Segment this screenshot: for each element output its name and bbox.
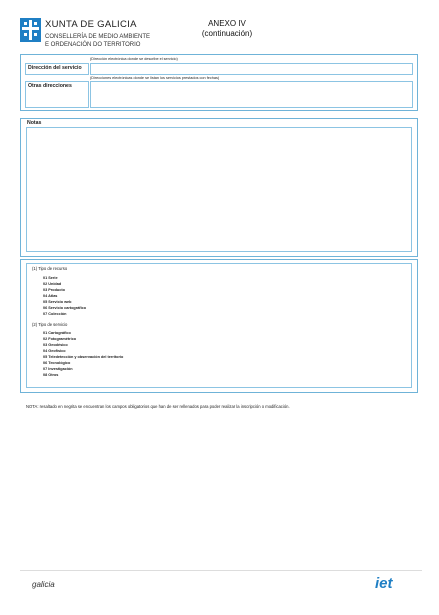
list-item: 07 Colección [43,312,67,316]
department-name [45,33,150,49]
list-item: 07 Investigación [43,367,73,371]
group2-list [43,330,123,378]
list-item: 02 Unidad [43,282,62,286]
direccion-hint: (Dirección electrónica donde se describe el servicio) [90,57,178,61]
org-name: XUNTA DE GALICIA [45,19,137,30]
annex-title-main: ANEXO IV [208,19,246,28]
galicia-logo: galicia [32,580,55,589]
group1-list [43,275,86,317]
annex-subtitle: (continuación) [201,28,253,38]
list-item: 03 Producto [43,288,65,292]
department-line-2: E ORDENACIÓN DO TERRITORIO [45,42,141,48]
otras-field[interactable] [90,81,413,108]
xunta-logo-icon [20,18,41,42]
list-item: 04 Geofísico [43,349,66,353]
list-item: 02 Fotogramétrico [43,337,77,341]
notas-label: Notas [27,120,42,126]
notas-field[interactable] [26,127,412,252]
nota-text: NOTA: resaltado en negrita se encuentran los campos obligatorios que han de ser rellenados para poder realizar la inscripción o modificación. [26,404,290,409]
department-line-1: CONSELLERÍA DE MEDIO AMBIENTE [45,34,151,40]
list-item: 04 Atlas [43,294,58,298]
list-item: 06 Tecnológico [43,361,71,365]
annex-title [197,19,257,38]
group1-title: (1) Tipo de recurso [32,266,68,271]
list-item: 08 Otros [43,373,59,377]
direccion-label: Dirección del servicio [28,65,82,71]
list-item: 05 Servicio web [43,300,72,304]
footer-divider [20,570,422,571]
list-item: 01 Cartográfico [43,331,71,335]
iet-logo: iet [375,575,393,592]
otras-hint: (Direcciones electrónicas donde se listan los servicios prestados con fechas) [90,76,220,80]
otras-label: Otras direcciones [28,83,72,89]
list-item: 05 Teledetección y observación del territorio [43,355,124,359]
list-item: 01 Serie [43,276,58,280]
list-item: 03 Geodésico [43,343,68,347]
group2-title: (2) Tipo de servicio [32,322,68,327]
direccion-field[interactable] [90,63,413,75]
list-item: 06 Servicio cartográfico [43,306,87,310]
